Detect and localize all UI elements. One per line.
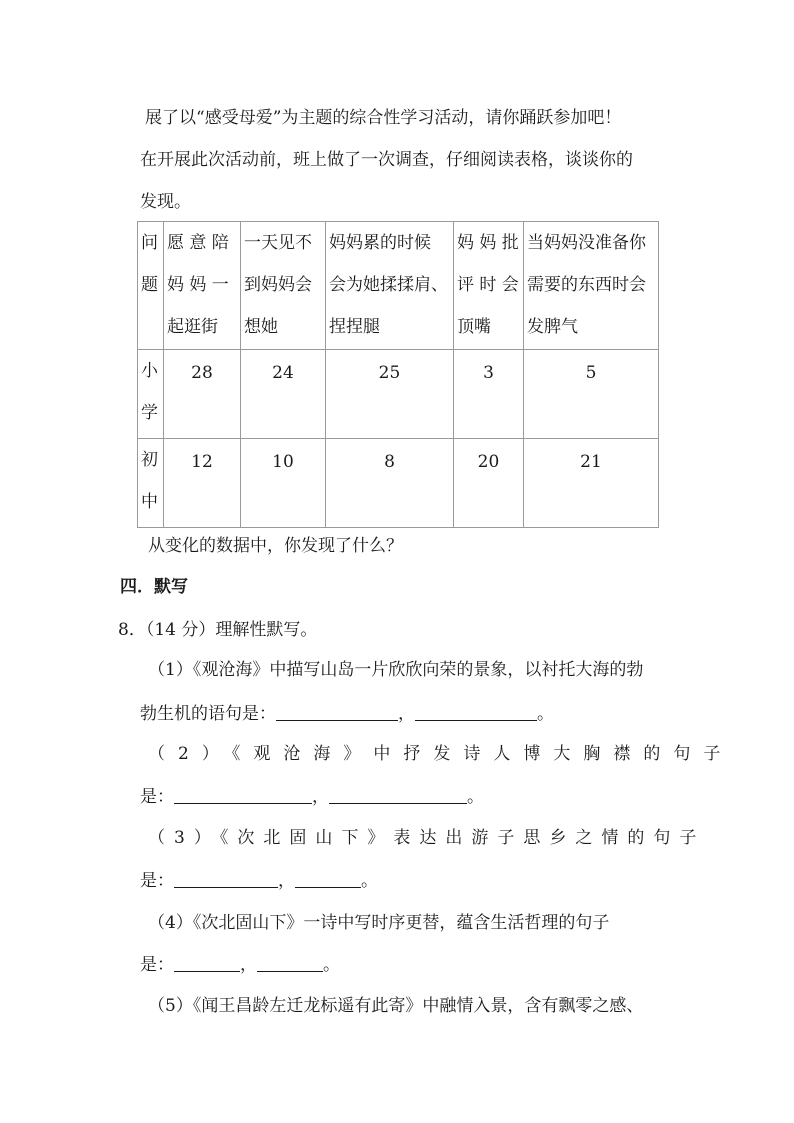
intro-line-1: 展了以“感受母爱”为主题的综合性学习活动，请你踊跃参加吧！ <box>145 108 622 128</box>
table-header-cell: 妈妈累的时候 会为她揉揉肩、 捏捏腿 <box>326 222 454 350</box>
table-cell: 3 <box>454 350 524 439</box>
table-cell: 8 <box>326 439 454 528</box>
row-label-primary: 小 学 <box>138 350 164 439</box>
intro-line-2: 在开展此次活动前，班上做了一次调查，仔细阅读表格，谈谈你的 <box>140 150 633 170</box>
item-4-answer-line: 是： ， 。 <box>140 955 340 975</box>
answer-blank[interactable] <box>174 785 312 804</box>
intro-line-3: 发现。 <box>140 192 191 212</box>
table-cell: 20 <box>454 439 524 528</box>
item-4-prompt: （4）《次北固山下》一诗中写时序更替，蕴含生活哲理的句子 <box>148 913 610 933</box>
table-row <box>138 439 659 528</box>
survey-table <box>137 221 659 528</box>
question-text: 从变化的数据中，你发现了什么？ <box>148 536 403 556</box>
item-1-prompt: （1）《观沧海》中描写山岛一片欣欣向荣的景象，以衬托大海的勃 <box>148 660 644 680</box>
section-title: 四．默写 <box>120 577 188 597</box>
table-row <box>138 350 659 439</box>
table-cell: 24 <box>241 350 326 439</box>
table-header-row <box>138 222 659 350</box>
table-cell: 12 <box>164 439 241 528</box>
table-corner-cell: 问 题 <box>138 222 164 350</box>
table-header-cell: 愿 意 陪 妈 妈 一 起逛街 <box>164 222 241 350</box>
table-cell: 5 <box>524 350 659 439</box>
item-2-prompt: （2）《观沧海》中抒发诗人博大胸襟的句子 <box>148 744 734 764</box>
row-label-junior: 初 中 <box>138 439 164 528</box>
table-header-cell: 当妈妈没准备你 需要的东西时会 发脾气 <box>524 222 659 350</box>
table-cell: 25 <box>326 350 454 439</box>
answer-blank[interactable] <box>329 785 467 804</box>
answer-blank[interactable] <box>295 869 361 888</box>
item-3-answer-line: 是： ， 。 <box>140 871 378 891</box>
answer-blank[interactable] <box>276 702 398 721</box>
answer-blank[interactable] <box>257 953 323 972</box>
table-header-cell: 妈 妈 批 评 时 会 顶嘴 <box>454 222 524 350</box>
answer-blank[interactable] <box>174 869 278 888</box>
table-cell: 28 <box>164 350 241 439</box>
item-5-prompt: （5）《闻王昌龄左迁龙标遥有此寄》中融情入景，含有飘零之感、 <box>148 996 644 1016</box>
table-cell: 10 <box>241 439 326 528</box>
item-1-answer-line: 勃生机的语句是： ， 。 <box>140 704 554 724</box>
question-8-heading: 8．（14 分）理解性默写。 <box>118 620 318 640</box>
answer-blank[interactable] <box>415 702 537 721</box>
item-3-prompt: （3）《次北固山下》表达出游子思乡之情的句子 <box>148 828 706 848</box>
table-cell: 21 <box>524 439 659 528</box>
table-header-cell: 一天见不 到妈妈会 想她 <box>241 222 326 350</box>
item-2-answer-line: 是： ， 。 <box>140 787 484 807</box>
answer-blank[interactable] <box>174 953 240 972</box>
